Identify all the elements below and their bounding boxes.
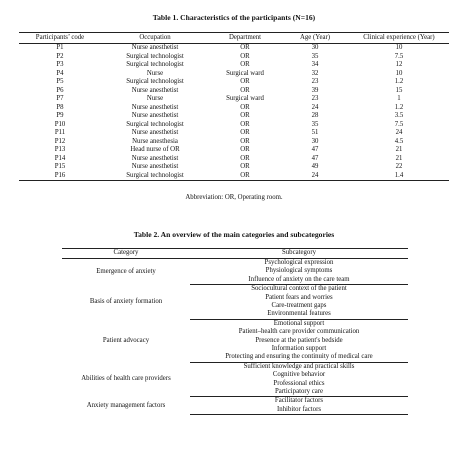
occupation-cell: Surgical technologist: [126, 78, 184, 86]
table1-abbreviation-note: Abbreviation: OR, Operating room.: [185, 194, 283, 201]
table-row: [62, 259, 408, 268]
occupation-cell: Surgical technologist: [101, 172, 209, 181]
table2-header-row: [62, 249, 408, 259]
participant-code-cell: P15: [54, 163, 66, 171]
department-cell: OR: [240, 112, 250, 120]
occupation-cell: Surgical technologist: [126, 61, 184, 69]
department-cell: OR: [240, 103, 250, 111]
table-row: [19, 138, 449, 147]
clinical-experience-cell: 24: [395, 129, 403, 137]
department-cell: OR: [240, 163, 250, 171]
table-row: [19, 112, 449, 121]
clinical-experience-cell: 1.2: [394, 78, 404, 86]
table-row: [19, 146, 449, 155]
occupation-cell: Nurse anesthetist: [131, 163, 179, 171]
category-cell: Anxiety management factors: [86, 401, 166, 409]
category-cell: Abilities of health care providers: [81, 375, 171, 383]
clinical-experience-cell: 7.5: [394, 120, 404, 128]
table-row: [62, 397, 408, 406]
table2-container: [62, 248, 408, 415]
subcategory-cell: Facilitator factors: [274, 397, 324, 405]
subcategory-cell: Participatory care: [190, 388, 408, 397]
header-participants-code: Participants’ code: [19, 33, 101, 44]
age-cell: 24: [281, 172, 349, 181]
category-cell: Basis of anxiety formation: [89, 297, 163, 305]
subcategory-cell: Physiological symptoms: [265, 267, 333, 275]
clinical-experience-cell: 1.4: [349, 172, 449, 181]
occupation-cell: Nurse anesthesia: [132, 137, 178, 145]
age-cell: 47: [311, 146, 319, 154]
clinical-experience-cell: 1.2: [394, 103, 404, 111]
age-cell: 34: [311, 61, 319, 69]
age-cell: 24: [311, 103, 319, 111]
categories-table: [62, 248, 408, 415]
department-cell: OR: [240, 129, 250, 137]
clinical-experience-cell: 1: [397, 95, 401, 103]
table1-body: [19, 44, 449, 181]
clinical-experience-cell: 15: [395, 86, 403, 94]
age-cell: 30: [311, 44, 319, 52]
participant-code-cell: P8: [56, 103, 64, 111]
clinical-experience-cell: 10: [395, 44, 403, 52]
clinical-experience-cell: 22: [395, 163, 403, 171]
department-cell: OR: [240, 61, 250, 69]
age-cell: 28: [311, 112, 319, 120]
age-cell: 39: [311, 86, 319, 94]
subcategory-cell: Professional ethics: [273, 379, 325, 387]
department-cell: OR: [240, 137, 250, 145]
occupation-cell: Surgical technologist: [126, 120, 184, 128]
table-row: [19, 53, 449, 62]
participant-code-cell: P6: [56, 86, 64, 94]
subcategory-cell: Cognitive behavior: [272, 371, 326, 379]
clinical-experience-cell: 7.5: [394, 52, 404, 60]
subcategory-cell: Care-treatment gaps: [271, 302, 327, 310]
clinical-experience-cell: 12: [395, 61, 403, 69]
participant-code-cell: P3: [56, 61, 64, 69]
age-cell: 32: [311, 69, 319, 77]
occupation-cell: Nurse anesthetist: [131, 154, 179, 162]
age-cell: 35: [311, 52, 319, 60]
table1-header-row: [19, 33, 449, 44]
table2-body: [62, 259, 408, 415]
header-clinical-experience: Clinical experience (Year): [349, 33, 449, 44]
table2-title: Table 2. An overview of the main categories and subcategories: [133, 230, 335, 239]
category-cell: Patient advocacy: [102, 336, 150, 344]
table-row: [19, 129, 449, 138]
clinical-experience-cell: 3.5: [394, 112, 404, 120]
department-cell: Surgical ward: [226, 69, 264, 77]
occupation-cell: Nurse: [146, 69, 164, 77]
occupation-cell: Surgical technologist: [126, 52, 184, 60]
occupation-cell: Nurse anesthetist: [131, 86, 179, 94]
clinical-experience-cell: 21: [395, 146, 403, 154]
subcategory-cell: Presence at the patient's bedside: [255, 336, 343, 344]
department-cell: OR: [240, 52, 250, 60]
table-row: [19, 95, 449, 104]
subcategory-cell: Information support: [271, 345, 327, 352]
age-cell: 47: [311, 154, 319, 162]
occupation-cell: Head nurse of OR: [130, 146, 180, 154]
department-cell: OR: [240, 78, 250, 86]
participant-code-cell: P9: [56, 112, 64, 120]
subcategory-cell: Emotional support: [273, 319, 325, 327]
department-cell: OR: [240, 154, 250, 162]
table-row: [19, 44, 449, 53]
age-cell: 30: [311, 137, 319, 145]
occupation-cell: Nurse anesthetist: [131, 112, 179, 120]
participant-code-cell: P10: [54, 120, 66, 128]
table-row: [62, 319, 408, 328]
table-row: [19, 61, 449, 70]
age-cell: 49: [311, 163, 319, 171]
occupation-cell: Nurse anesthetist: [131, 129, 179, 137]
table-row: [19, 172, 449, 181]
age-cell: 23: [311, 78, 319, 86]
subcategory-cell: Environmental features: [190, 310, 408, 319]
occupation-cell: Nurse: [146, 95, 164, 103]
subcategory-cell: Patient fears and worries: [265, 293, 333, 301]
table-row: [19, 163, 449, 172]
table-row: [62, 362, 408, 371]
table-row: [19, 70, 449, 79]
header-occupation: Occupation: [101, 33, 209, 44]
department-cell: OR: [240, 146, 250, 154]
participant-code-cell: P16: [19, 172, 101, 181]
subcategory-cell: Patient–health care provider communication: [238, 328, 360, 336]
table1-title: Table 1. Characteristics of the participants (N=16): [152, 13, 316, 22]
occupation-cell: Nurse anesthetist: [131, 103, 179, 111]
subcategory-cell: Sufficient knowledge and practical skills: [243, 362, 355, 370]
subcategory-cell: Sociocultural context of the patient: [251, 285, 347, 293]
subcategory-cell: Inhibitor factors: [190, 406, 408, 415]
table-row: [19, 155, 449, 164]
participant-code-cell: P5: [56, 78, 64, 86]
header-category: Category: [62, 249, 190, 259]
age-cell: 35: [311, 120, 319, 128]
subcategory-cell: Influence of anxiety on the care team: [190, 276, 408, 285]
age-cell: 23: [311, 95, 319, 103]
subcategory-cell: Psychological expression: [264, 259, 334, 267]
participant-code-cell: P1: [56, 44, 64, 52]
table-row: [62, 285, 408, 294]
participant-code-cell: P7: [56, 95, 64, 103]
clinical-experience-cell: 10: [395, 69, 403, 77]
header-age: Age (Year): [281, 33, 349, 44]
occupation-cell: Nurse anesthetist: [131, 44, 179, 52]
table-row: [19, 104, 449, 113]
participant-code-cell: P12: [54, 137, 66, 145]
participant-code-cell: P13: [54, 146, 66, 154]
header-subcategory: Subcategory: [190, 249, 408, 259]
subcategory-cell: Protecting and ensuring the continuity of medical care: [190, 353, 408, 362]
department-cell: Surgical ward: [226, 95, 264, 103]
table-row: [19, 121, 449, 130]
header-department: Department: [209, 33, 281, 44]
table-row: [19, 87, 449, 96]
table-row: [19, 78, 449, 87]
participant-code-cell: P4: [56, 69, 64, 77]
participant-code-cell: P11: [54, 129, 66, 137]
category-cell: Emergence of anxiety: [96, 267, 156, 275]
department-cell: OR: [240, 44, 250, 52]
participant-code-cell: P14: [54, 154, 66, 162]
department-cell: OR: [240, 120, 250, 128]
clinical-experience-cell: 4.5: [394, 137, 404, 145]
age-cell: 51: [311, 129, 319, 137]
department-cell: OR: [240, 86, 250, 94]
department-cell: OR: [209, 172, 281, 181]
participants-table: [19, 32, 449, 181]
clinical-experience-cell: 21: [395, 154, 403, 162]
participant-code-cell: P2: [56, 52, 64, 60]
table1-container: [19, 32, 449, 181]
